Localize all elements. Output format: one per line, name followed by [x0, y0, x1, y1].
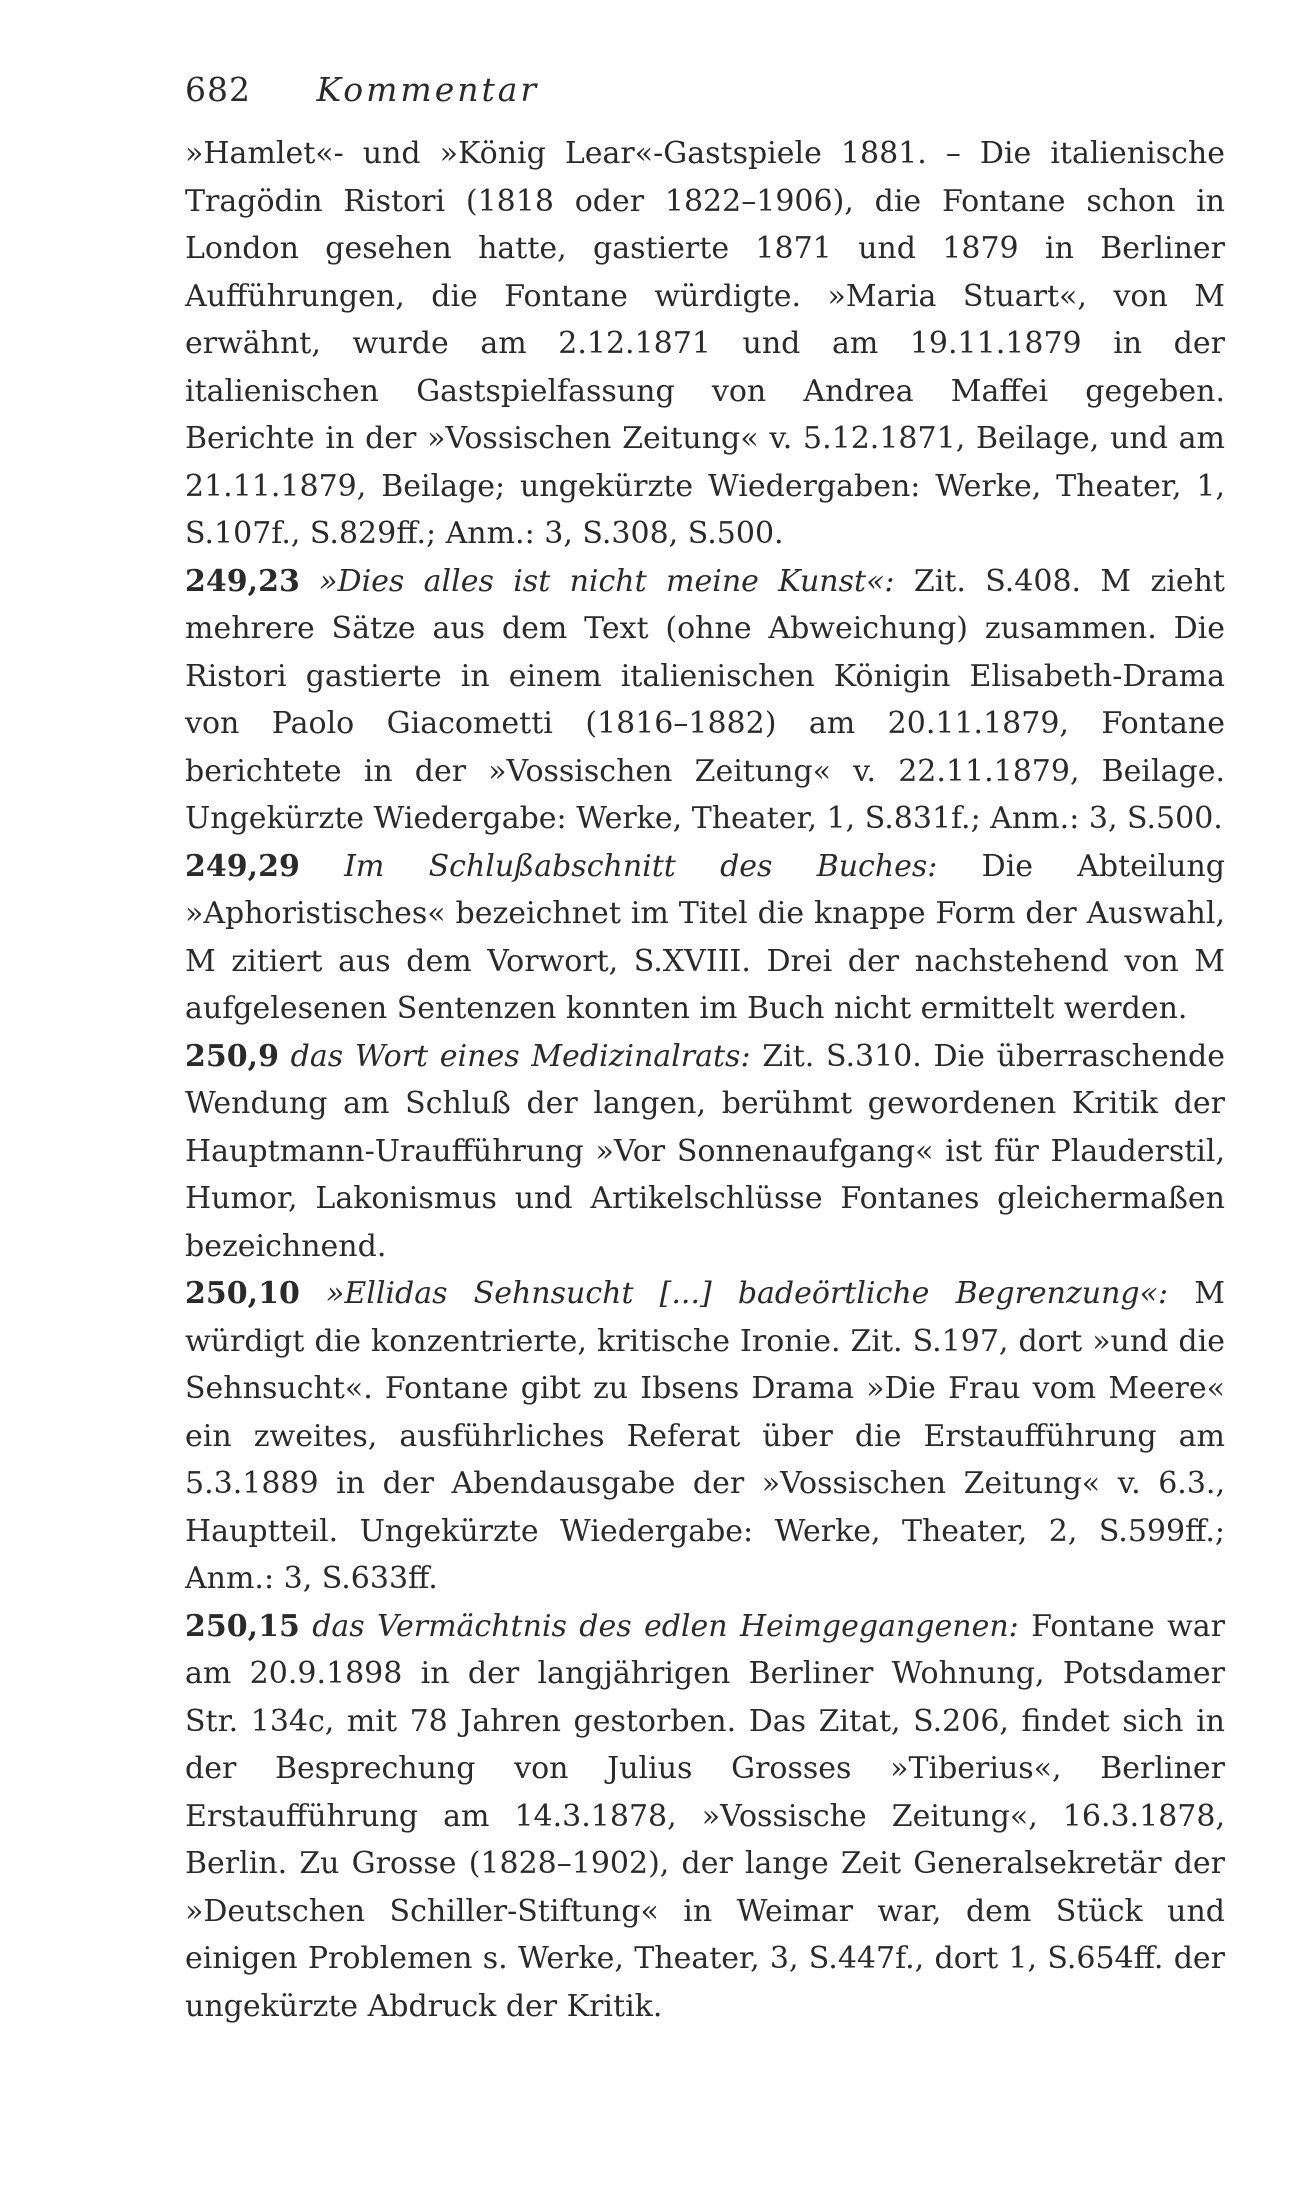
commentary-entry-continued — [185, 130, 1225, 558]
line-reference: 250,9 — [185, 1038, 279, 1074]
lemma: das Wort eines Medizinalrats: — [290, 1038, 751, 1074]
lemma: Im Schlußabschnitt des Buches: — [344, 848, 938, 884]
commentary-entry — [185, 558, 1225, 843]
lemma: »Ellidas Sehnsucht [...] badeörtliche Begrenzung«: — [325, 1276, 1169, 1311]
running-head: Kommentar — [316, 70, 540, 109]
entry-text: Zit. S.408. M zieht mehrere Sätze aus dem Text (ohne Abweichung) zusammen. Die Ristori gastierte in einem italienischen Königin Elisabeth-Drama von Paolo Giacometti (1816–1882) am 20.11.1879, Fontane berichtete in der »Vossischen Zeitung« v. 22.11.1879, Beilage. Ungekürzte Wiedergabe: Werke, Theater, 1, S.831f.; Anm.: 3, S.500. — [185, 563, 1225, 836]
entry-text: »Hamlet«- und »König Lear«-Gastspiele 1881. – Die italienische Tragödin Ristori (1818 oder 1822–1906), die Fontane schon in London gesehen hatte, gastierte 1871 und 1879 in Berliner Aufführungen, die Fontane würdigte. »Maria Stuart«, von M erwähnt, wurde am 2.12.1871 und am 19.11.1879 in der italienischen Gastspielfassung von Andrea Maffei gegeben. Berichte in der »Vossischen Zeitung« v. 5.12.1871, Beilage, und am 21.11.1879, Beilage; ungekürzte Wiedergaben: Werke, Theater, 1, S.107f., S.829ff.; Anm.: 3, S.308, S.500. — [185, 136, 1225, 551]
page-header — [185, 70, 1225, 130]
lemma: das Vermächtnis des edlen Heimgegangenen: — [312, 1608, 1019, 1644]
commentary-entry — [185, 1033, 1225, 1271]
line-reference: 250,10 — [185, 1276, 300, 1311]
commentary-entry — [185, 1270, 1225, 1603]
line-reference: 250,15 — [185, 1608, 300, 1644]
entry-text: Die Abteilung »Aphoristisches« bezeichnet im Titel die knappe Form der Auswahl, M zitiert aus dem Vorwort, S.XVIII. Drei der nachstehend von M aufgelesenen Sentenzen konnten im Buch nicht ermittelt werden. — [185, 848, 1225, 1026]
commentary-text — [185, 130, 1225, 2030]
entry-text: M würdigt die konzentrierte, kritische Ironie. Zit. S.197, dort »und die Sehnsucht«. Fontane gibt zu Ibsens Drama »Die Frau vom Meere« ein zweites, ausführliches Referat über die Erstaufführung am 5.3.1889 in der Abendausgabe der »Vossischen Zeitung« v. 6.3., Hauptteil. Ungekürzte Wiedergabe: Werke, Theater, 2, S.599ff.; Anm.: 3, S.633ff. — [185, 1276, 1225, 1596]
page-number: 682 — [185, 70, 251, 109]
line-reference: 249,29 — [185, 848, 300, 884]
commentary-entry — [185, 1603, 1225, 2031]
entry-text: Fontane war am 20.9.1898 in der langjährigen Berliner Wohnung, Potsdamer Str. 134c, mit 78 Jahren gestorben. Das Zitat, S.206, findet sich in der Besprechung von Julius Grosses »Tiberius«, Berliner Erstaufführung am 14.3.1878, »Vossische Zeitung«, 16.3.1878, Berlin. Zu Grosse (1828–1902), der lange Zeit Generalsekretär der »Deutschen Schiller-Stiftung« in Weimar war, dem Stück und einigen Problemen s. Werke, Theater, 3, S.447f., dort 1, S.654ff. der ungekürzte Abdruck der Kritik. — [185, 1608, 1225, 2024]
lemma: »Dies alles ist nicht meine Kunst«: — [319, 563, 895, 599]
commentary-entry — [185, 843, 1225, 1033]
entry-text: Zit. S.310. Die überraschende Wendung am Schluß der langen, berühmt gewordenen Kritik der Hauptmann-Uraufführung »Vor Sonnenaufgang« ist für Plauderstil, Humor, Lakonismus und Artikelschlüsse Fontanes gleichermaßen bezeichnend. — [185, 1038, 1225, 1264]
book-page — [185, 70, 1225, 2030]
line-reference: 249,23 — [185, 563, 300, 599]
